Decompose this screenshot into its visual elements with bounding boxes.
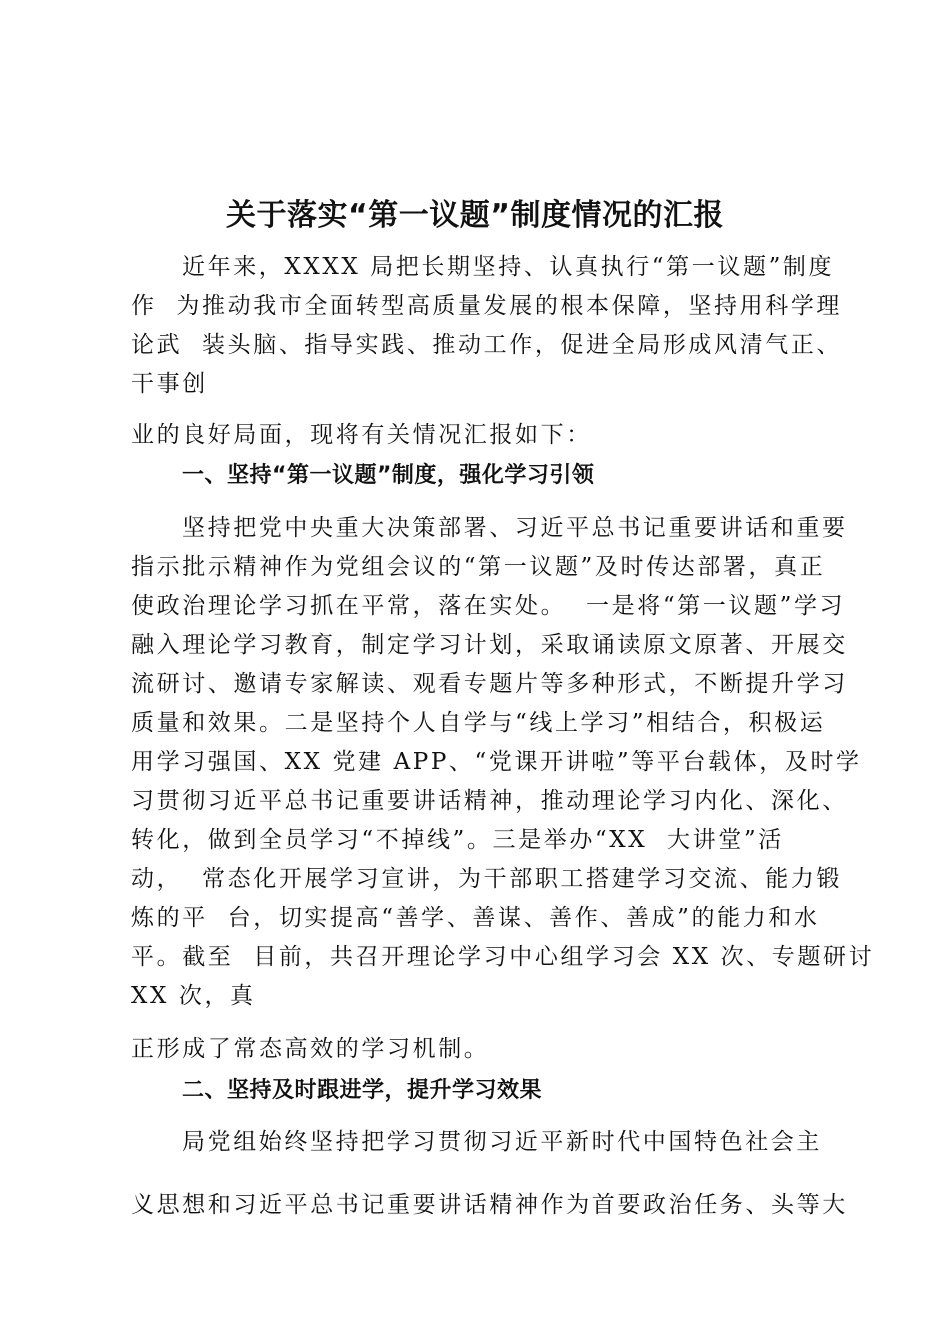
- paragraph-line: 平。截至 目前，共召开理论学习中心组学习会 XX 次、专题研讨: [131, 944, 875, 970]
- paragraph-line: 融入理论学习教育，制定学习计划，采取诵读原文原著、开展交: [131, 632, 848, 658]
- intro-line: 业的良好局面，现将有关情况汇报如下：: [131, 422, 592, 448]
- intro-line: 干事创: [131, 371, 208, 397]
- section-heading-1: 一、坚持“第一议题”制度，强化学习引领: [182, 463, 595, 488]
- paragraph-line: 指示批示精神作为党组会议的“第一议题”及时传达部署，真正: [131, 554, 826, 580]
- paragraph-line: 坚持把党中央重大决策部署、习近平总书记重要讲话和重要: [182, 515, 848, 541]
- paragraph-line: 动， 常态化开展学习宣讲，为干部职工搭建学习交流、能力锻: [131, 866, 843, 892]
- paragraph-line: 习贯彻习近平总书记重要讲话精神，推动理论学习内化、深化、: [131, 788, 848, 814]
- paragraph-line: 质量和效果。二是坚持个人自学与“线上学习”相结合，积极运: [131, 710, 826, 736]
- paragraph-line: 义思想和习近平总书记重要讲话精神作为首要政治任务、头等大: [131, 1192, 848, 1218]
- paragraph-line: XX 次，真: [131, 983, 256, 1009]
- paragraph-line: 局党组始终坚持把学习贯彻习近平新时代中国特色社会主: [182, 1129, 822, 1155]
- section-heading-2: 二、坚持及时跟进学，提升学习效果: [182, 1078, 543, 1103]
- paragraph-line: 正形成了常态高效的学习机制。: [131, 1036, 490, 1062]
- paragraph-line: 使政治理论学习抓在平常，落在实处。 一是将“第一议题”学习: [131, 593, 846, 619]
- intro-line: 近年来，XXXX 局把长期坚持、认真执行“第一议题”制度: [182, 254, 835, 280]
- paragraph-line: 流研讨、邀请专家解读、观看专题片等多种形式，不断提升学习: [131, 671, 848, 697]
- paragraph-line: 炼的平 台，切实提高“善学、善谋、善作、善成”的能力和水: [131, 905, 820, 931]
- intro-line: 论武 装头脑、指导实践、推动工作，促进全局形成风清气正、: [131, 332, 843, 358]
- intro-line: 作 为推动我市全面转型高质量发展的根本保障，坚持用科学理: [131, 293, 843, 319]
- paragraph-line: 用学习强国、XX 党建 APP、“党课开讲啦”等平台载体，及时学: [131, 749, 862, 775]
- paragraph-line: 转化，做到全员学习“不掉线”。三是举办“XX 大讲堂”活: [131, 827, 784, 853]
- document-title: 关于落实“第一议题”制度情况的汇报: [226, 198, 724, 233]
